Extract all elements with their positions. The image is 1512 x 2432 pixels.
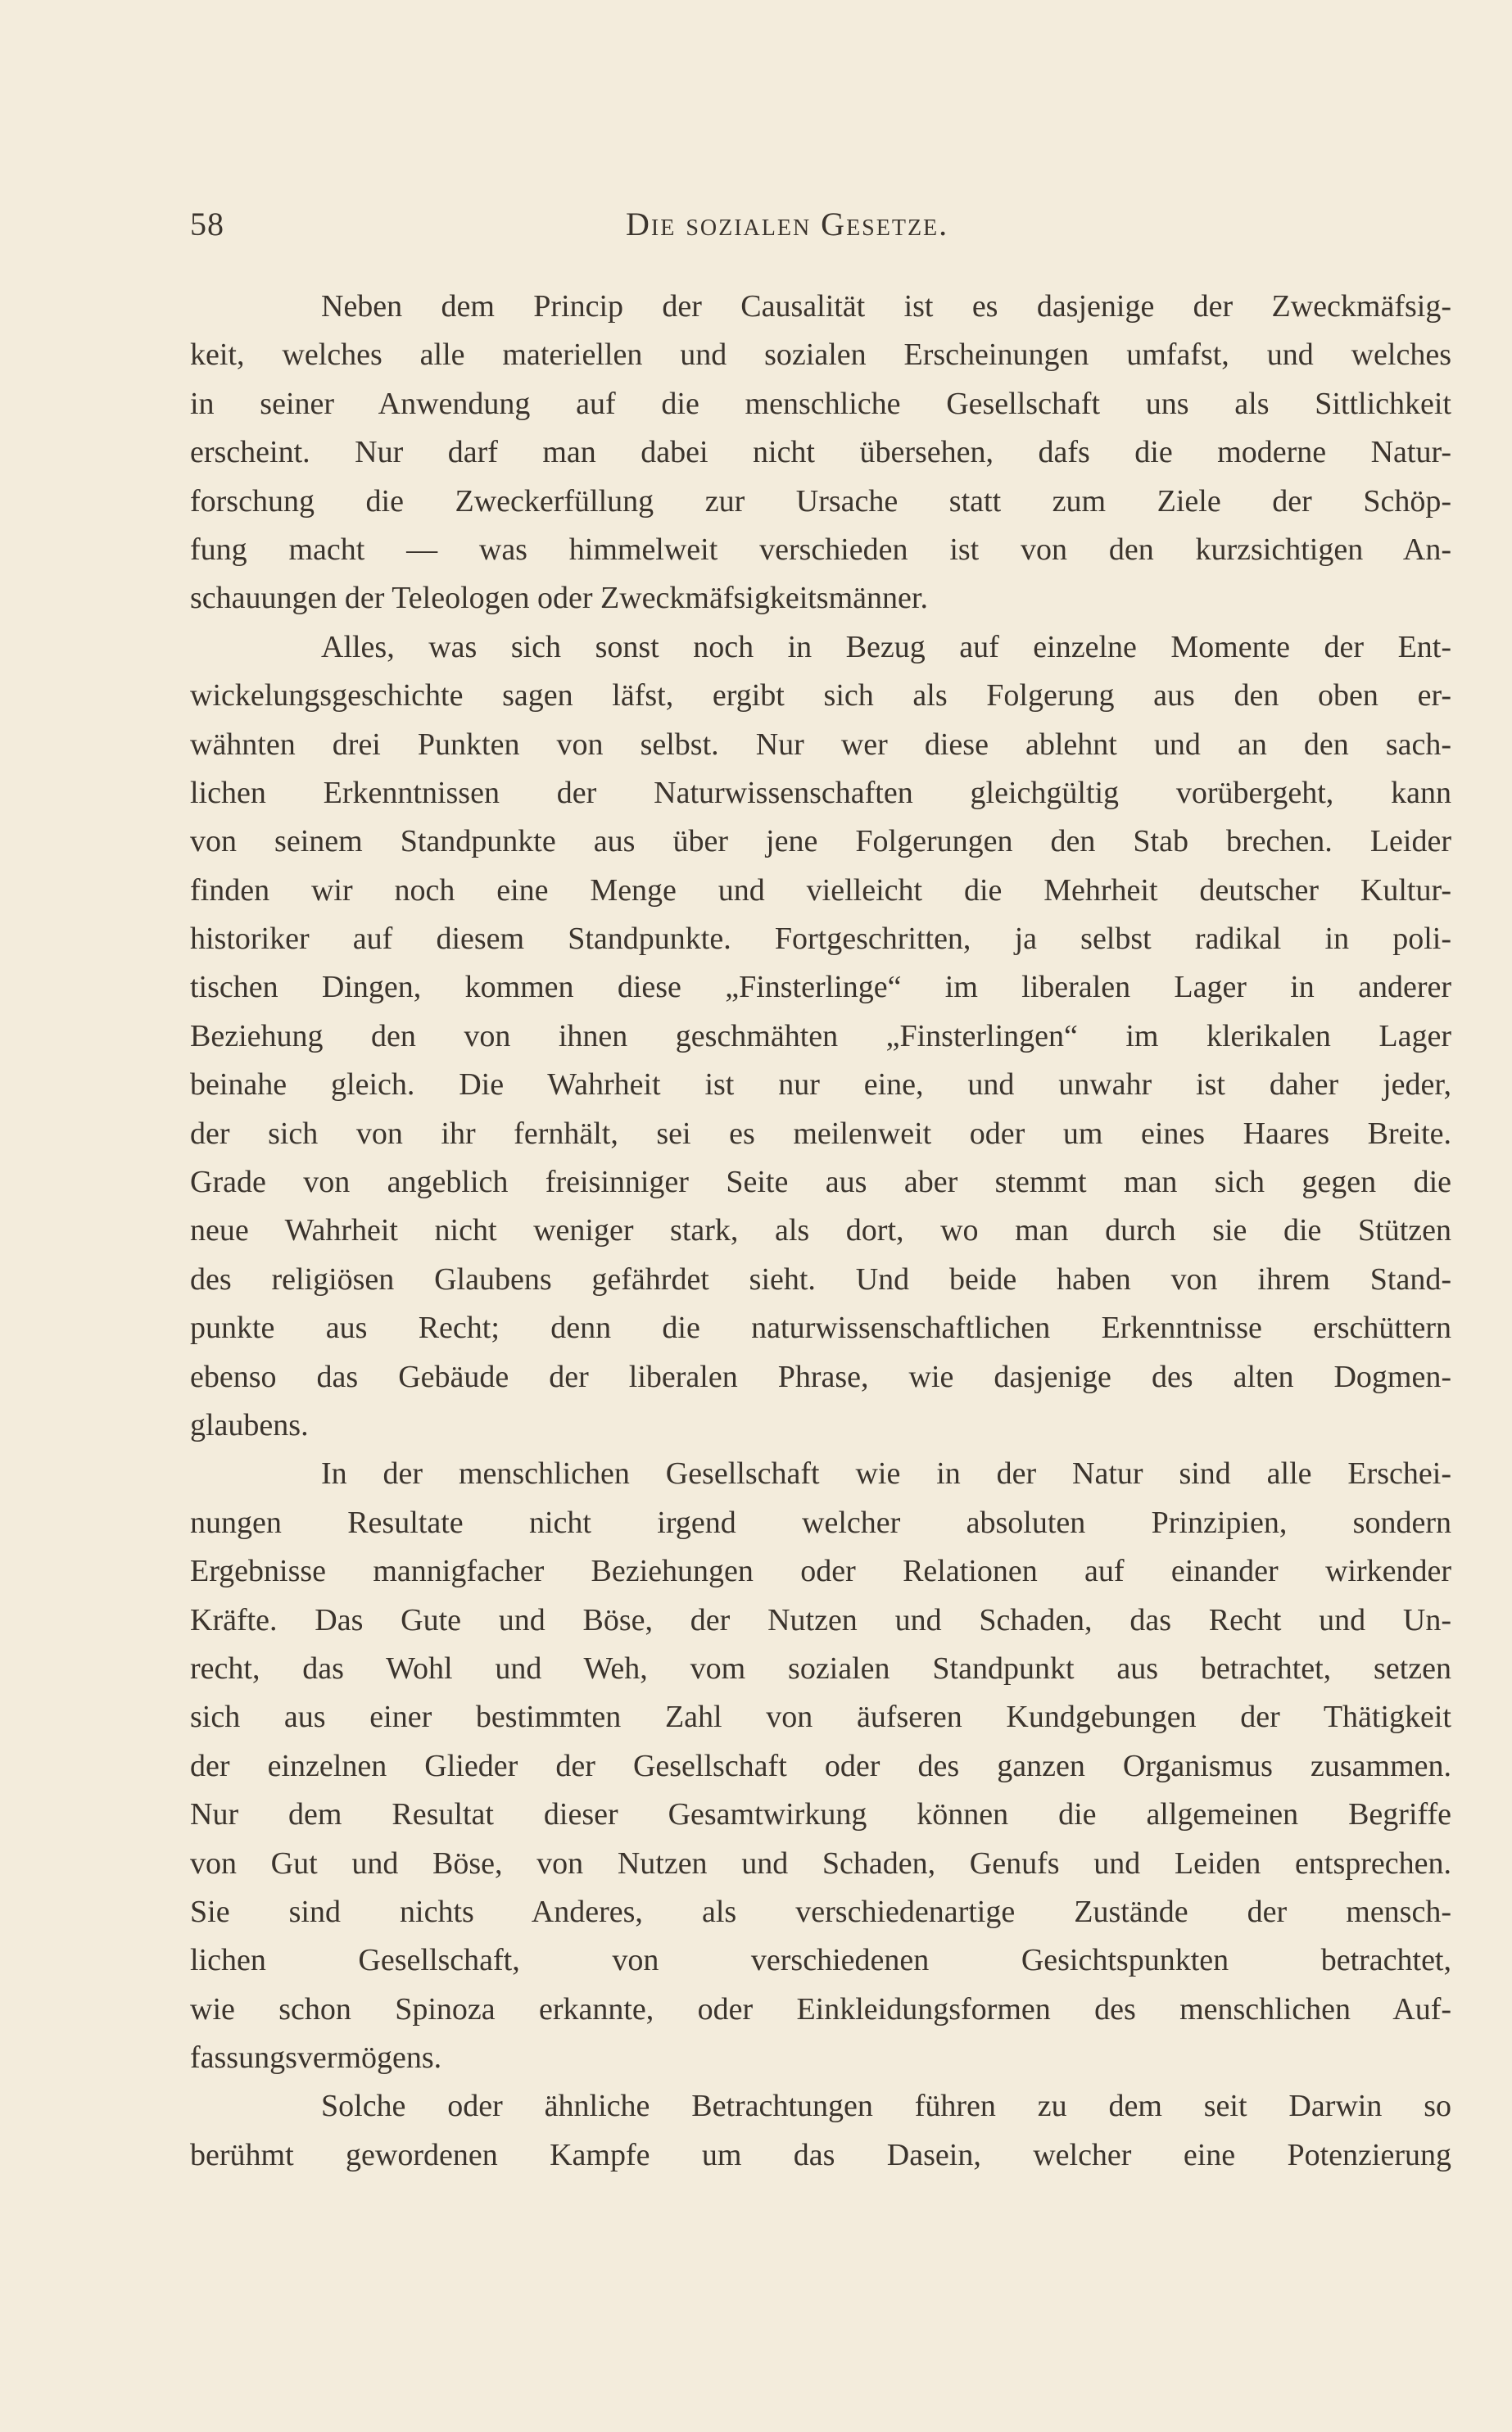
text-line: keit, welches alle materiellen und sozialen Erscheinungen umfafst, und welches xyxy=(190,337,1451,373)
text-line: fung macht — was himmelweit verschieden ist von den kurzsichtigen An- xyxy=(190,532,1451,567)
text-line: Nur dem Resultat dieser Gesamtwirkung können die allgemeinen Begriffe xyxy=(190,1797,1451,1832)
text-line: tischen Dingen, kommen diese „Finsterlinge“ im liberalen Lager in anderer xyxy=(190,970,1451,1005)
text-line: von seinem Standpunkte aus über jene Folgerungen den Stab brechen. Leider xyxy=(190,824,1451,859)
text-line: neue Wahrheit nicht weniger stark, als dort, wo man durch sie die Stützen xyxy=(190,1213,1451,1248)
text-line: von Gut und Böse, von Nutzen und Schaden, Genufs und Leiden entsprechen. xyxy=(190,1846,1451,1881)
page-number: 58 xyxy=(190,206,224,242)
text-line: ebenso das Gebäude der liberalen Phrase, wie dasjenige des alten Dogmen- xyxy=(190,1359,1451,1394)
text-line: wie schon Spinoza erkannte, oder Einkleidungsformen des menschlichen Auf- xyxy=(190,1991,1451,2027)
text-line: schauungen der Teleologen oder Zweckmäfsigkeitsmänner. xyxy=(190,581,928,616)
text-line: Sie sind nichts Anderes, als verschiedenartige Zustände der mensch- xyxy=(190,1894,1451,1929)
text-line: lichen Erkenntnissen der Naturwissenschaften gleichgültig vorübergeht, kann xyxy=(190,775,1451,810)
text-line: der sich von ihr fernhält, sei es meilenweit oder um eines Haares Breite. xyxy=(190,1116,1451,1151)
running-head xyxy=(190,205,1464,254)
chapter-title: Die sozialen Gesetze. xyxy=(626,206,949,242)
text-line: finden wir noch eine Menge und vielleicht die Mehrheit deutscher Kultur- xyxy=(190,872,1451,908)
text-line: beinahe gleich. Die Wahrheit ist nur eine, und unwahr ist daher jeder, xyxy=(190,1067,1451,1103)
text-line: erscheint. Nur darf man dabei nicht übersehen, dafs die moderne Natur- xyxy=(190,435,1451,470)
text-line: Kräfte. Das Gute und Böse, der Nutzen und Schaden, das Recht und Un- xyxy=(190,1602,1451,1637)
text-line: historiker auf diesem Standpunkte. Fortgeschritten, ja selbst radikal in poli- xyxy=(190,922,1451,957)
text-line: Neben dem Princip der Causalität ist es dasjenige der Zweckmäfsig- xyxy=(321,289,1451,324)
text-line: forschung die Zweckerfüllung zur Ursache statt zum Ziele der Schöp- xyxy=(190,483,1451,519)
text-line: In der menschlichen Gesellschaft wie in der Natur sind alle Erschei- xyxy=(321,1456,1451,1492)
body-text xyxy=(190,283,1451,2180)
text-line: in seiner Anwendung auf die menschliche Gesellschaft uns als Sittlichkeit xyxy=(190,386,1451,421)
text-line: Alles, was sich sonst noch in Bezug auf einzelne Momente der Ent- xyxy=(321,629,1451,664)
text-line: Solche oder ähnliche Betrachtungen führen zu dem seit Darwin so xyxy=(321,2089,1451,2124)
text-line: recht, das Wohl und Weh, vom sozialen Standpunkt aus betrachtet, setzen xyxy=(190,1651,1451,1686)
text-line: wähnten drei Punkten von selbst. Nur wer diese ablehnt und an den sach- xyxy=(190,727,1451,762)
text-line: nungen Resultate nicht irgend welcher absoluten Prinzipien, sondern xyxy=(190,1505,1451,1540)
text-line: lichen Gesellschaft, von verschiedenen Gesichtspunkten betrachtet, xyxy=(190,1943,1451,1978)
text-line: des religiösen Glaubens gefährdet sieht. Und beide haben von ihrem Stand- xyxy=(190,1261,1451,1297)
text-line: Grade von angeblich freisinniger Seite aus aber stemmt man sich gegen die xyxy=(190,1165,1451,1200)
text-line: der einzelnen Glieder der Gesellschaft oder des ganzen Organismus zusammen. xyxy=(190,1748,1451,1783)
text-line: wickelungsgeschichte sagen läfst, ergibt sich als Folgerung aus den oben er- xyxy=(190,678,1451,713)
text-line: berühmt gewordenen Kampfe um das Dasein, welcher eine Potenzierung xyxy=(190,2137,1451,2172)
text-line: fassungsvermögens. xyxy=(190,2040,442,2076)
text-line: Beziehung den von ihnen geschmähten „Finsterlingen“ im klerikalen Lager xyxy=(190,1018,1451,1053)
text-line: Ergebnisse mannigfacher Beziehungen oder Relationen auf einander wirkender xyxy=(190,1554,1451,1589)
text-line: punkte aus Recht; denn die naturwissenschaftlichen Erkenntnisse erschüttern xyxy=(190,1311,1451,1346)
text-line: sich aus einer bestimmten Zahl von äufseren Kundgebungen der Thätigkeit xyxy=(190,1700,1451,1735)
text-line: glaubens. xyxy=(190,1407,309,1442)
